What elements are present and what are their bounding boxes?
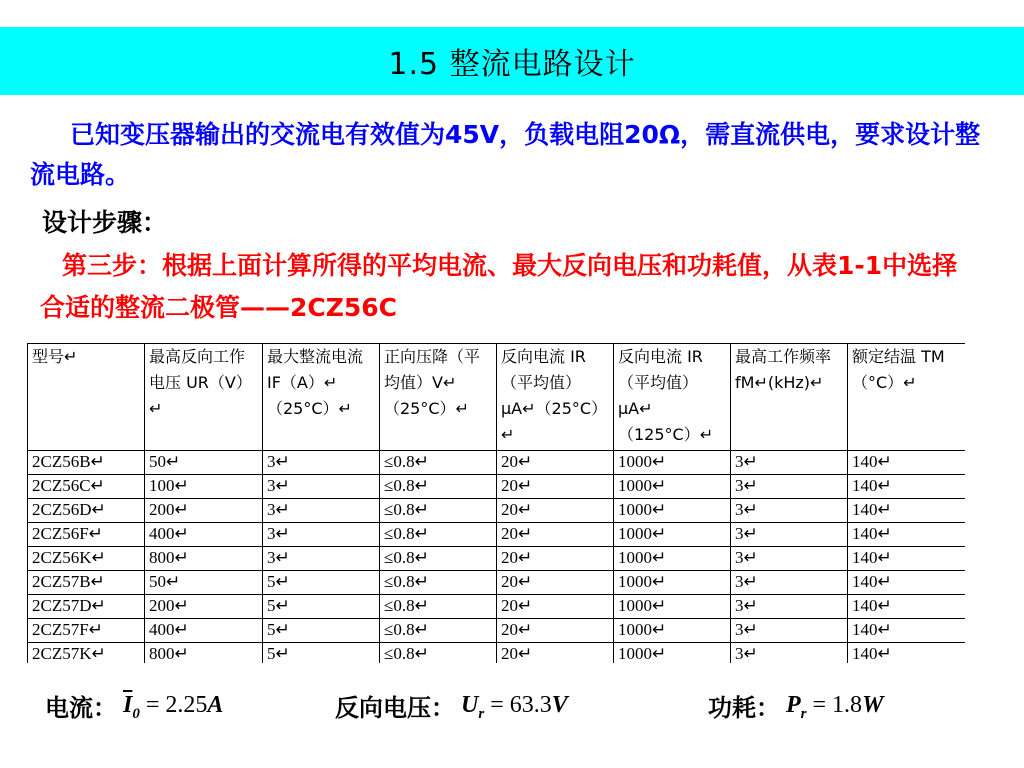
cell-max-frequency: 3↵ <box>731 499 848 523</box>
cell-reverse-current-125c: 1000↵ <box>614 547 731 571</box>
result-power <box>708 688 883 723</box>
diode-table-container <box>27 343 965 663</box>
cell-reverse-current-25c: 20↵ <box>497 451 614 475</box>
cell-junction-temp: 140↵ <box>848 571 966 595</box>
header-max-reverse-voltage: 最高反向工作电压 UR（V）↵ <box>145 344 263 451</box>
cell-rectified-current: 3↵ <box>263 547 380 571</box>
cell-reverse-voltage: 50↵ <box>145 571 263 595</box>
header-max-frequency: 最高工作频率 fM↵(kHz)↵ <box>731 344 848 451</box>
cell-rectified-current: 3↵ <box>263 523 380 547</box>
power-formula <box>786 692 884 722</box>
current-label: 电流： <box>45 694 117 722</box>
cell-reverse-voltage: 200↵ <box>145 499 263 523</box>
cell-model: 2CZ57F↵ <box>28 619 145 643</box>
reverse-voltage-subscript: r <box>478 706 485 722</box>
step-three-text: 第三步：根据上面计算所得的平均电流、最大反向电压和功耗值，从表1-1中选择合适的整流二极管——2CZ56C <box>40 251 958 322</box>
results-row <box>0 688 1024 728</box>
table-header-row <box>28 344 966 451</box>
steps-heading: 设计步骤： <box>42 208 168 237</box>
cell-reverse-voltage: 400↵ <box>145 523 263 547</box>
power-unit: W <box>862 692 884 718</box>
current-unit: A <box>207 692 224 718</box>
cell-reverse-current-25c: 20↵ <box>497 619 614 643</box>
cell-forward-drop: ≤0.8↵ <box>380 595 497 619</box>
cell-max-frequency: 3↵ <box>731 523 848 547</box>
cell-reverse-current-125c: 1000↵ <box>614 451 731 475</box>
current-formula <box>123 692 224 722</box>
reverse-voltage-unit: V <box>551 692 568 718</box>
reverse-voltage-label: 反向电压： <box>335 694 455 722</box>
cell-reverse-current-25c: 20↵ <box>497 523 614 547</box>
table-row <box>28 595 966 619</box>
cell-model: 2CZ57B↵ <box>28 571 145 595</box>
header-model: 型号↵ <box>28 344 145 451</box>
cell-max-frequency: 3↵ <box>731 475 848 499</box>
header-junction-temperature: 额定结温 TM（°C）↵ <box>848 344 966 451</box>
cell-reverse-current-125c: 1000↵ <box>614 499 731 523</box>
header-reverse-current-125c: 反向电流 IR（平均值）μA↵（125°C）↵ <box>614 344 731 451</box>
cell-reverse-voltage: 400↵ <box>145 619 263 643</box>
cell-rectified-current: 5↵ <box>263 643 380 664</box>
cell-model: 2CZ56F↵ <box>28 523 145 547</box>
cell-max-frequency: 3↵ <box>731 619 848 643</box>
cell-max-frequency: 3↵ <box>731 643 848 664</box>
cell-max-frequency: 3↵ <box>731 595 848 619</box>
current-subscript: 0 <box>132 706 140 722</box>
cell-reverse-current-125c: 1000↵ <box>614 619 731 643</box>
cell-reverse-current-25c: 20↵ <box>497 571 614 595</box>
cell-model: 2CZ57D↵ <box>28 595 145 619</box>
current-symbol: $\overline{I}$ <box>123 692 133 718</box>
cell-forward-drop: ≤0.8↵ <box>380 571 497 595</box>
cell-junction-temp: 140↵ <box>848 451 966 475</box>
cell-rectified-current: 5↵ <box>263 595 380 619</box>
cell-reverse-voltage: 800↵ <box>145 547 263 571</box>
table-row <box>28 547 966 571</box>
cell-reverse-current-125c: 1000↵ <box>614 643 731 664</box>
result-reverse-voltage <box>335 688 568 723</box>
reverse-voltage-value: = 63.3 <box>490 692 552 718</box>
slide-title: 1.5 整流电路设计 <box>388 47 636 82</box>
cell-forward-drop: ≤0.8↵ <box>380 643 497 664</box>
cell-reverse-current-125c: 1000↵ <box>614 523 731 547</box>
cell-reverse-voltage: 100↵ <box>145 475 263 499</box>
table-row <box>28 571 966 595</box>
header-max-rectified-current: 最大整流电流IF（A）↵（25°C）↵ <box>263 344 380 451</box>
table-row <box>28 475 966 499</box>
cell-rectified-current: 3↵ <box>263 475 380 499</box>
reverse-voltage-symbol: U <box>461 692 479 718</box>
cell-model: 2CZ56K↵ <box>28 547 145 571</box>
cell-junction-temp: 140↵ <box>848 523 966 547</box>
table-row <box>28 451 966 475</box>
power-value: = 1.8 <box>812 692 863 718</box>
cell-forward-drop: ≤0.8↵ <box>380 475 497 499</box>
power-subscript: r <box>800 706 807 722</box>
cell-reverse-current-125c: 1000↵ <box>614 475 731 499</box>
cell-reverse-voltage: 200↵ <box>145 595 263 619</box>
cell-reverse-current-125c: 1000↵ <box>614 571 731 595</box>
cell-junction-temp: 140↵ <box>848 499 966 523</box>
cell-model: 2CZ56B↵ <box>28 451 145 475</box>
cell-junction-temp: 140↵ <box>848 595 966 619</box>
diode-spec-table <box>27 343 965 663</box>
table-row <box>28 619 966 643</box>
cell-model: 2CZ56C↵ <box>28 475 145 499</box>
header-reverse-current-25c: 反向电流 IR（平均值）μA↵（25°C）↵ <box>497 344 614 451</box>
cell-forward-drop: ≤0.8↵ <box>380 547 497 571</box>
reverse-voltage-formula <box>461 692 568 722</box>
cell-model: 2CZ56D↵ <box>28 499 145 523</box>
cell-forward-drop: ≤0.8↵ <box>380 499 497 523</box>
cell-rectified-current: 3↵ <box>263 499 380 523</box>
cell-junction-temp: 140↵ <box>848 643 966 664</box>
cell-rectified-current: 3↵ <box>263 451 380 475</box>
cell-reverse-current-25c: 20↵ <box>497 595 614 619</box>
cell-reverse-current-125c: 1000↵ <box>614 595 731 619</box>
cell-forward-drop: ≤0.8↵ <box>380 523 497 547</box>
cell-max-frequency: 3↵ <box>731 571 848 595</box>
cell-rectified-current: 5↵ <box>263 571 380 595</box>
header-forward-voltage-drop: 正向压降（平均值）V↵（25°C）↵ <box>380 344 497 451</box>
cell-max-frequency: 3↵ <box>731 451 848 475</box>
cell-reverse-voltage: 50↵ <box>145 451 263 475</box>
cell-forward-drop: ≤0.8↵ <box>380 619 497 643</box>
cell-reverse-current-25c: 20↵ <box>497 475 614 499</box>
title-bar <box>0 27 1024 95</box>
problem-statement: 已知变压器输出的交流电有效值为45V，负载电阻20Ω，需直流供电，要求设计整流电路。 <box>30 120 981 189</box>
table-row <box>28 523 966 547</box>
cell-forward-drop: ≤0.8↵ <box>380 451 497 475</box>
cell-reverse-current-25c: 20↵ <box>497 547 614 571</box>
cell-reverse-voltage: 800↵ <box>145 643 263 664</box>
cell-junction-temp: 140↵ <box>848 547 966 571</box>
cell-max-frequency: 3↵ <box>731 547 848 571</box>
cell-junction-temp: 140↵ <box>848 619 966 643</box>
table-row <box>28 643 966 664</box>
current-value: = 2.25 <box>145 692 208 718</box>
power-symbol: P <box>786 692 801 718</box>
cell-rectified-current: 5↵ <box>263 619 380 643</box>
cell-reverse-current-25c: 20↵ <box>497 499 614 523</box>
cell-reverse-current-25c: 20↵ <box>497 643 614 664</box>
table-row <box>28 499 966 523</box>
cell-junction-temp: 140↵ <box>848 475 966 499</box>
power-label: 功耗： <box>708 694 780 722</box>
result-current <box>45 688 223 723</box>
cell-model: 2CZ57K↵ <box>28 643 145 664</box>
